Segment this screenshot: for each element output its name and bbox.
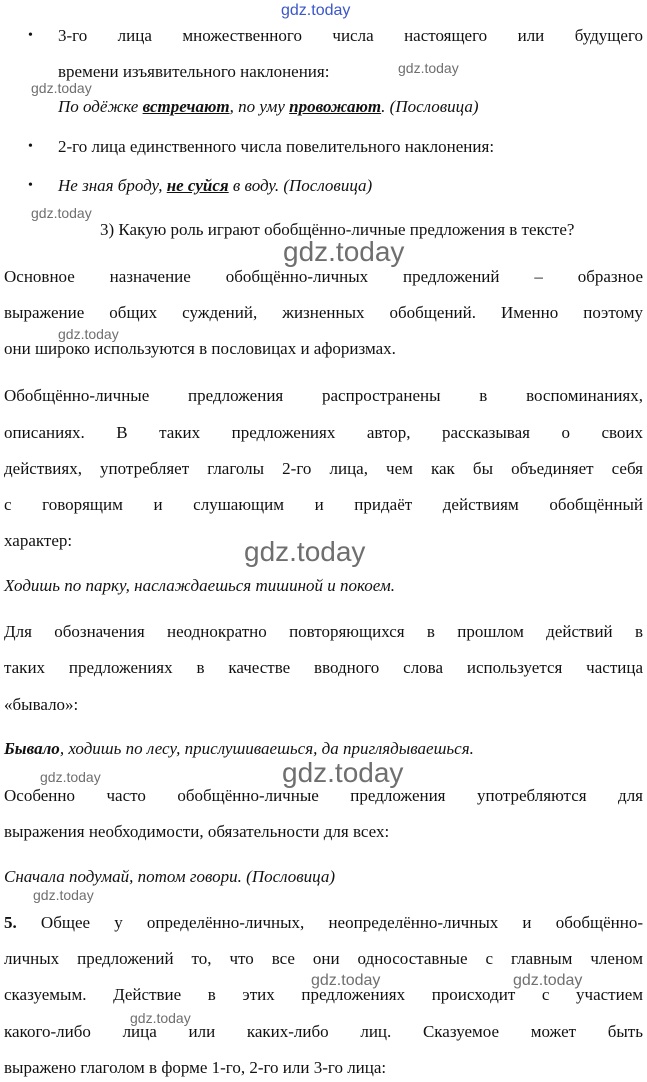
watermark-small: gdz.today xyxy=(58,326,119,342)
watermark-large: gdz.today xyxy=(282,757,404,788)
answer-text: Общее у определённо-личных, неопределённо-личных и обобщённо- xyxy=(16,913,643,932)
text-line: выражения необходимости, обязательности для всех: xyxy=(4,822,390,841)
watermark-small: gdz.today xyxy=(311,972,381,989)
watermark-large: gdz.today xyxy=(244,536,366,567)
text-line: описаниях. В таких предложениях автор, рассказывая о своих xyxy=(4,423,643,442)
example-text: По одёжке xyxy=(58,97,143,116)
example-text: , ходишь по лесу, прислушиваешься, да приглядываешься. xyxy=(59,739,474,758)
watermark-small: gdz.today xyxy=(33,887,94,903)
question-heading: 3) Какую роль играют обобщённо-личные предложения в тексте? xyxy=(100,220,575,239)
predicate-highlight: провожают xyxy=(289,97,382,116)
text-line: они широко используются в пословицах и афоризмах. xyxy=(4,339,396,358)
text-line: выражено глаголом в форме 1-го, 2-го или 3-го лица: xyxy=(4,1058,387,1077)
text-line: Для обозначения неоднократно повторяющихся в прошлом действий в xyxy=(4,622,643,641)
example-proverb xyxy=(58,175,643,197)
example-text: Не зная броду, xyxy=(58,176,167,195)
text-line: сказуемым. Действие в этих предложениях происходит с участием xyxy=(4,985,643,1004)
predicate-highlight: встречают xyxy=(142,97,230,116)
text-line: времени изъявительного наклонения: xyxy=(58,62,330,81)
text-line: Особенно часто обобщённо-личные предложения употребляются для xyxy=(4,786,643,805)
watermark-small: gdz.today xyxy=(398,60,459,76)
watermark-small: gdz.today xyxy=(130,1010,191,1026)
text-line: действиях, употребляет глаголы 2-го лица, чем как бы объединяет себя xyxy=(4,459,643,478)
text-line: характер: xyxy=(4,531,73,550)
text-line: «бывало»: xyxy=(4,695,79,714)
text-line: Основное назначение обобщённо-личных предложений – образное xyxy=(4,267,643,286)
answer-number: 5. xyxy=(4,913,17,932)
example-proverb xyxy=(58,96,643,118)
text-line: Обобщённо-личные предложения распространены в воспоминаниях, xyxy=(4,386,643,405)
text-line: с говорящим и слушающим и придаёт действиям обобщённый xyxy=(4,495,643,514)
example-sentence: Ходишь по парку, наслаждаешься тишиной и покоем. xyxy=(4,576,396,595)
example-text: . (Пословица) xyxy=(381,97,479,116)
watermark-small: gdz.today xyxy=(513,972,583,989)
answer-line xyxy=(4,912,643,934)
bullet-marker: • xyxy=(28,28,33,43)
predicate-highlight: не суйся xyxy=(166,176,229,195)
bullet-marker: • xyxy=(28,178,33,193)
text-line: таких предложениях в качестве вводного слова используется частица xyxy=(4,658,643,677)
example-proverb: Сначала подумай, потом говори. (Пословица) xyxy=(4,867,336,886)
text-line: какого-либо лица или каких-либо лиц. Сказуемое может быть xyxy=(4,1022,643,1041)
text-line: личных предложений то, что все они односоставные с главным членом xyxy=(4,949,643,968)
text-line: 3-го лица множественного числа настоящего или будущего xyxy=(58,26,643,45)
example-text: в воду. (Пословица) xyxy=(228,176,373,195)
watermark-large: gdz.today xyxy=(283,236,405,267)
example-text: , по уму xyxy=(229,97,290,116)
watermark-small: gdz.today xyxy=(40,769,101,785)
watermark-small: gdz.today xyxy=(31,205,92,221)
watermark-top: gdz.today xyxy=(281,2,351,19)
introductory-word: Бывало xyxy=(4,739,60,758)
watermark-small: gdz.today xyxy=(31,80,92,96)
text-line: выражение общих суждений, жизненных обобщений. Именно поэтому xyxy=(4,303,643,322)
bullet-marker: • xyxy=(28,139,33,154)
text-line: 2-го лица единственного числа повелительного наклонения: xyxy=(58,137,495,156)
